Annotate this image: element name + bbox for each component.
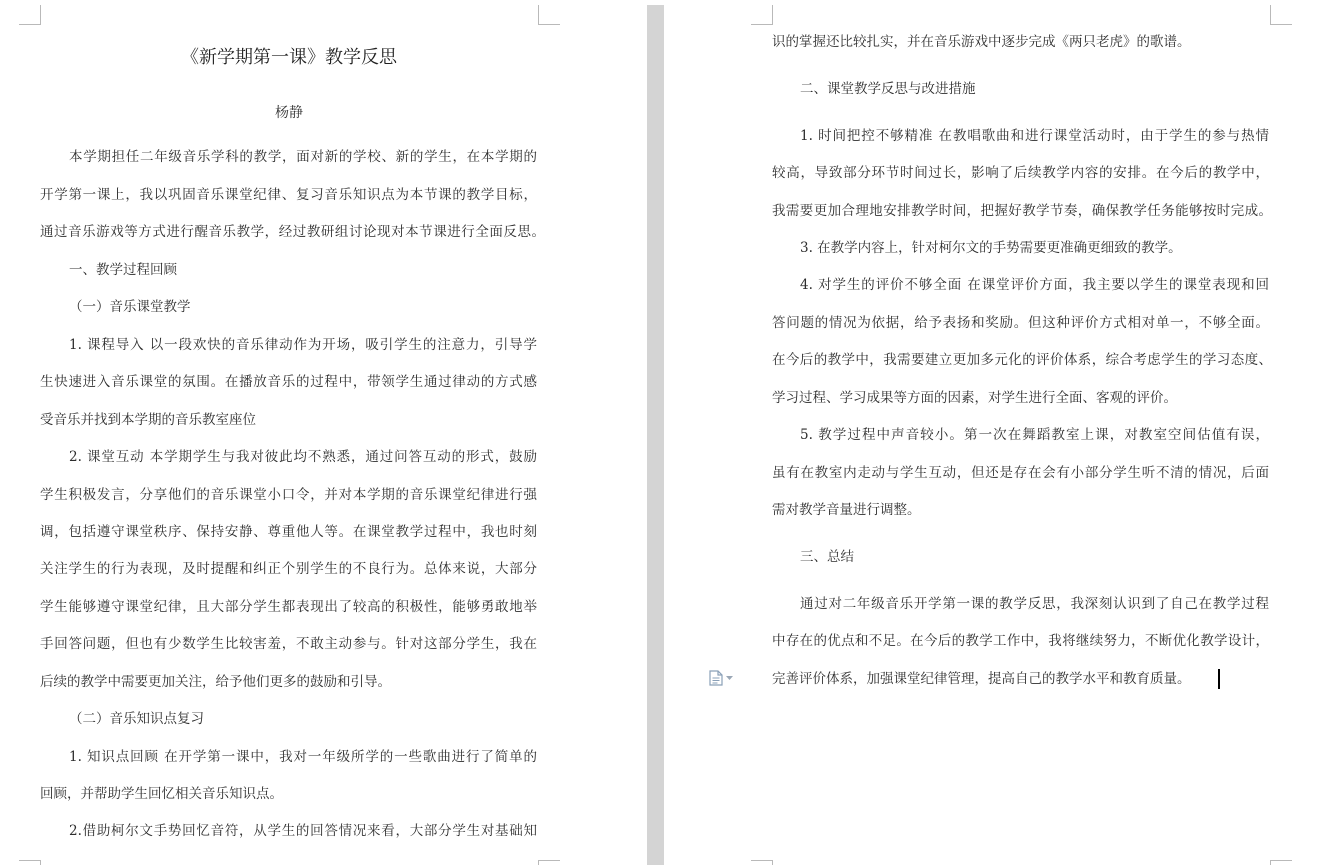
paragraph-line: 2. 课堂互动 本学期学生与我对彼此均不熟悉，通过问答互动的形式，鼓励 bbox=[69, 449, 537, 465]
crop-mark bbox=[538, 860, 560, 865]
page-gutter bbox=[647, 5, 664, 865]
crop-mark bbox=[538, 5, 560, 25]
paragraph-line: 通过对二年级音乐开学第一课的教学反思，我深刻认识到了自己在教学过程 bbox=[800, 596, 1269, 612]
document-icon bbox=[709, 670, 723, 686]
paragraph-line: 回顾，并帮助学生回忆相关音乐知识点。 bbox=[40, 786, 283, 802]
document-page-right[interactable] bbox=[664, 0, 1323, 865]
dropdown-caret-icon bbox=[726, 676, 733, 681]
crop-mark bbox=[751, 860, 773, 865]
paragraph-line: 1. 知识点回顾 在开学第一课中，我对一年级所学的一些歌曲进行了简单的 bbox=[69, 749, 537, 765]
subsection-heading: （一）音乐课堂教学 bbox=[69, 299, 191, 315]
paragraph-line: 需对教学音量进行调整。 bbox=[772, 502, 921, 518]
paragraph-line: 我需要更加合理地安排教学时间，把握好教学节奏，确保教学任务能够按时完成。 bbox=[772, 203, 1272, 219]
section-heading: 一、教学过程回顾 bbox=[69, 262, 177, 278]
paragraph-line: 中存在的优点和不足。在今后的教学工作中，我将继续努力，不断优化教学设计， bbox=[772, 633, 1269, 649]
paragraph-line: 答问题的情况为依据，给予表扬和奖励。但这种评价方式相对单一，不够全面。 bbox=[772, 315, 1269, 331]
paragraph-line: 开学第一课上，我以巩固音乐课堂纪律、复习音乐知识点为本节课的教学目标， bbox=[40, 187, 537, 203]
paragraph-line: 通过音乐游戏等方式进行醒音乐教学，经过教研组讨论现对本节课进行全面反思。 bbox=[40, 224, 545, 240]
paragraph-line: 虽有在教室内走动与学生互动，但还是存在会有小部分学生听不清的情况，后面 bbox=[772, 465, 1269, 481]
paragraph-line: 5. 教学过程中声音较小。第一次在舞蹈教室上课，对教室空间估值有误， bbox=[800, 427, 1269, 443]
document-title: 《新学期第一课》教学反思 bbox=[181, 47, 397, 68]
paragraph-line: 关注学生的行为表现，及时提醒和纠正个别学生的不良行为。总体来说，大部分 bbox=[40, 561, 537, 577]
paragraph-line: 生快速进入音乐课堂的氛围。在播放音乐的过程中，带领学生通过律动的方式感 bbox=[40, 374, 537, 390]
paragraph-line: 后续的教学中需要更加关注，给予他们更多的鼓励和引导。 bbox=[40, 674, 391, 690]
text-cursor bbox=[1218, 669, 1220, 689]
crop-mark bbox=[19, 5, 41, 25]
paragraph-line: 调，包括遵守课堂秩序、保持安静、尊重他人等。在课堂教学过程中，我也时刻 bbox=[40, 524, 537, 540]
paragraph-line: 手回答问题，但也有少数学生比较害羞，不敢主动参与。针对这部分学生，我在 bbox=[40, 636, 537, 652]
paragraph-line: 完善评价体系，加强课堂纪律管理，提高自己的教学水平和教育质量。 bbox=[772, 671, 1191, 687]
paragraph-line: 1. 时间把控不够精准 在教唱歌曲和进行课堂活动时，由于学生的参与热情 bbox=[800, 128, 1269, 144]
subsection-heading: （二）音乐知识点复习 bbox=[69, 711, 204, 727]
paragraph-line: 在今后的教学中，我需要建立更加多元化的评价体系，综合考虑学生的学习态度、 bbox=[772, 352, 1272, 368]
crop-mark bbox=[751, 5, 773, 25]
section-heading: 二、课堂教学反思与改进措施 bbox=[800, 81, 976, 97]
paragraph-line: 识的掌握还比较扎实，并在音乐游戏中逐步完成《两只老虎》的歌谱。 bbox=[772, 34, 1191, 50]
paragraph-line: 4. 对学生的评价不够全面 在课堂评价方面，我主要以学生的课堂表现和回 bbox=[800, 277, 1269, 293]
crop-mark bbox=[1270, 860, 1292, 865]
paragraph-line: 学生积极发言，分享他们的音乐课堂小口令，并对本学期的音乐课堂纪律进行强 bbox=[40, 487, 537, 503]
crop-mark bbox=[1270, 5, 1292, 25]
paragraph-line: 受音乐并找到本学期的音乐教室座位 bbox=[40, 412, 256, 428]
document-options-button[interactable] bbox=[709, 669, 739, 687]
paragraph-line: 较高，导致部分环节时间过长，影响了后续教学内容的安排。在今后的教学中， bbox=[772, 165, 1269, 181]
paragraph-line: 本学期担任二年级音乐学科的教学，面对新的学校、新的学生，在本学期的 bbox=[69, 149, 537, 165]
paragraph-line: 2.借助柯尔文手势回忆音符，从学生的回答情况来看，大部分学生对基础知 bbox=[69, 823, 537, 839]
section-heading: 三、总结 bbox=[800, 549, 854, 565]
paragraph-line: 1. 课程导入 以一段欢快的音乐律动作为开场，吸引学生的注意力，引导学 bbox=[69, 337, 537, 353]
document-page-left[interactable] bbox=[0, 0, 647, 865]
paragraph-line: 学习过程、学习成果等方面的因素，对学生进行全面、客观的评价。 bbox=[772, 390, 1177, 406]
document-author: 杨静 bbox=[275, 105, 303, 121]
paragraph-line: 3. 在教学内容上，针对柯尔文的手势需要更准确更细致的教学。 bbox=[800, 240, 1182, 256]
paragraph-line: 学生能够遵守课堂纪律，且大部分学生都表现出了较高的积极性，能够勇敢地举 bbox=[40, 599, 537, 615]
crop-mark bbox=[19, 860, 41, 865]
